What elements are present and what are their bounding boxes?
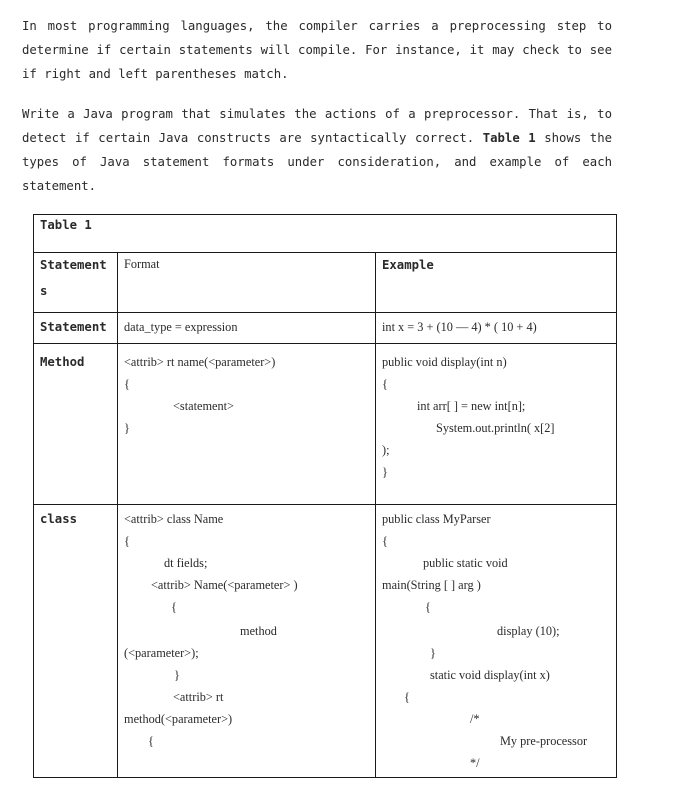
example-line: {: [382, 534, 388, 548]
format-line: {: [124, 377, 130, 391]
header-statements-wrap: s: [40, 284, 48, 298]
example-line: int x = 3 + (10 — 4) * ( 10 + 4): [382, 320, 537, 334]
intro-paragraph-2: [22, 102, 612, 198]
statement-format-table: [33, 214, 617, 778]
format-line: (<parameter>);: [124, 646, 199, 660]
example-line: */: [470, 756, 480, 770]
format-line: {: [171, 600, 177, 614]
format-line: <attrib> class Name: [124, 512, 224, 526]
example-line: display (10);: [497, 624, 560, 638]
format-line: {: [124, 534, 130, 548]
format-line: method: [240, 624, 277, 638]
format-line: }: [124, 421, 130, 435]
header-format: Format: [124, 257, 160, 271]
example-line: static void display(int x): [430, 668, 550, 682]
format-line: data_type = expression: [124, 320, 238, 334]
example-line: System.out.println( x[2]: [436, 421, 555, 435]
format-line: {: [148, 734, 154, 748]
format-line: }: [174, 668, 180, 682]
example-line: public void display(int n): [382, 355, 507, 369]
example-line: My pre-processor: [500, 734, 588, 748]
example-line: public class MyParser: [382, 512, 491, 526]
example-line: }: [382, 465, 388, 479]
example-line: int arr[ ] = new int[n];: [417, 399, 526, 413]
table-reference: Table 1: [482, 131, 536, 145]
row-label-statement: Statement: [40, 320, 107, 334]
example-line: /*: [470, 712, 480, 726]
example-line: main(String [ ] arg ): [382, 578, 481, 592]
row-label-method: Method: [40, 355, 85, 369]
format-line: <attrib> Name(<parameter> ): [151, 578, 298, 592]
format-line: method(<parameter>): [124, 712, 233, 726]
example-line: }: [430, 646, 436, 660]
format-line: dt fields;: [164, 556, 208, 570]
intro-paragraph-2-text-end: shows the types of Java statement formats under consideration, and example of each statement.: [22, 131, 612, 193]
example-line: {: [425, 600, 431, 614]
table-caption: Table 1: [40, 218, 92, 232]
example-line: public static void: [423, 556, 508, 570]
example-line: );: [382, 443, 390, 457]
row-label-class: class: [40, 512, 78, 526]
example-line: {: [382, 377, 388, 391]
intro-paragraph-1: In most programming languages, the compiler carries a preprocessing step to determine if certain statements will compile. For instance, it may check to see if right and left parentheses match.: [22, 19, 612, 81]
format-line: <attrib> rt name(<parameter>): [124, 355, 276, 369]
example-line: {: [404, 690, 410, 704]
header-statements: Statement: [40, 258, 107, 272]
header-example: Example: [382, 258, 434, 272]
intro-paragraph-2-text: Write a Java program that simulates the actions of a preprocessor. That is, to detect if certain Java constructs are syntactically correct.: [22, 107, 612, 145]
format-line: <statement>: [173, 399, 234, 413]
format-line: <attrib> rt: [173, 690, 224, 704]
